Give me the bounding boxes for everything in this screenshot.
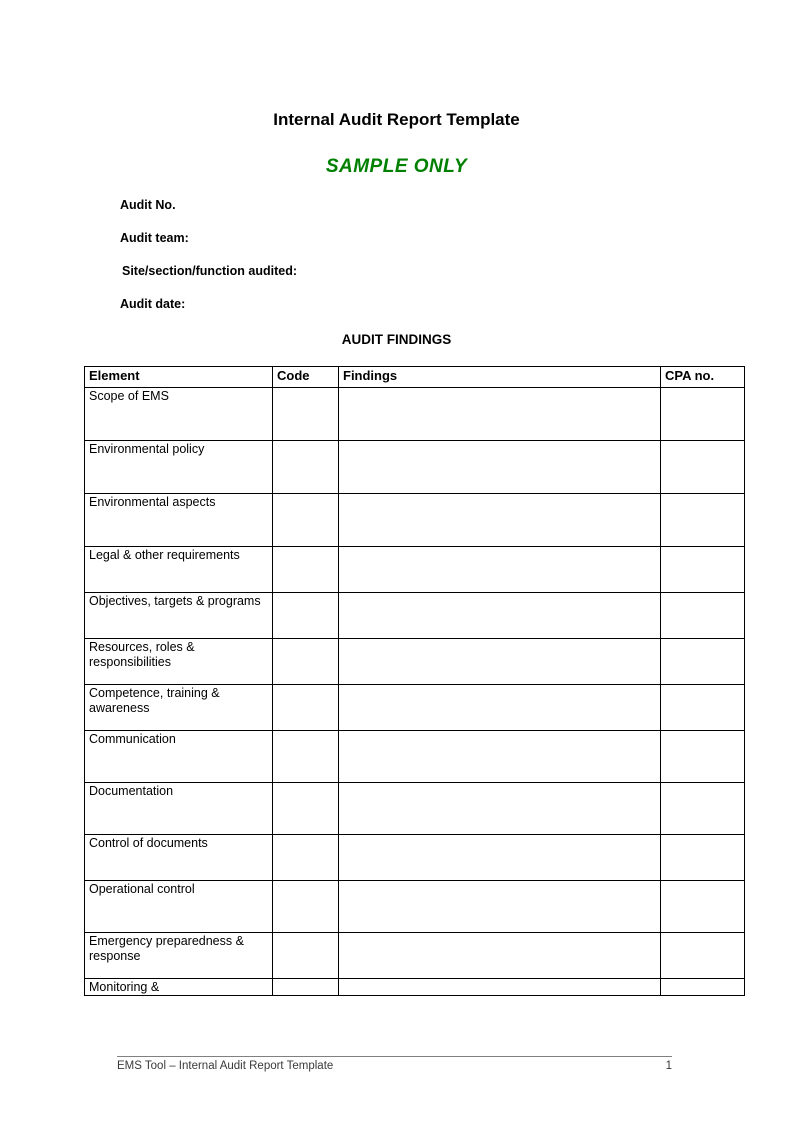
table-cell-findings[interactable] [339,731,661,783]
footer-text: EMS Tool – Internal Audit Report Template [117,1060,334,1072]
column-header-findings: Findings [339,367,661,388]
table-row [85,835,745,881]
page-title: Internal Audit Report Template [273,110,520,129]
table-cell-code[interactable] [273,494,339,547]
table-cell-cpa-no[interactable] [661,979,745,996]
table-cell-code[interactable] [273,593,339,639]
table-row [85,979,745,996]
table-cell-code[interactable] [273,783,339,835]
table-cell-element[interactable]: Competence, training & awareness [85,685,273,731]
column-header-code: Code [273,367,339,388]
table-cell-cpa-no[interactable] [661,933,745,979]
column-header-element: Element [85,367,273,388]
table-cell-element[interactable]: Environmental aspects [85,494,273,547]
table-cell-code[interactable] [273,441,339,494]
field-label-audit-team: Audit team: [120,231,189,245]
table-row [85,547,745,593]
table-cell-findings[interactable] [339,881,661,933]
table-cell-findings[interactable] [339,783,661,835]
field-label-audit-no: Audit No. [120,198,176,212]
table-cell-code[interactable] [273,685,339,731]
table-body [85,388,745,996]
table-cell-code[interactable] [273,979,339,996]
table-cell-findings[interactable] [339,835,661,881]
table-cell-cpa-no[interactable] [661,685,745,731]
table-cell-cpa-no[interactable] [661,835,745,881]
table-cell-cpa-no[interactable] [661,441,745,494]
table-cell-element[interactable]: Control of documents [85,835,273,881]
table-cell-cpa-no[interactable] [661,388,745,441]
table-cell-findings[interactable] [339,547,661,593]
section-heading-audit-findings: AUDIT FINDINGS [341,332,452,347]
table-cell-findings[interactable] [339,593,661,639]
table-cell-element[interactable]: Environmental policy [85,441,273,494]
table-row [85,731,745,783]
footer-page-number: 1 [665,1060,672,1072]
table-cell-cpa-no[interactable] [661,593,745,639]
field-label-audit-date: Audit date: [120,297,186,311]
column-header-cpa-no: CPA no. [661,367,745,388]
table-cell-findings[interactable] [339,933,661,979]
table-cell-cpa-no[interactable] [661,639,745,685]
table-row [85,388,745,441]
table-row [85,441,745,494]
table-row [85,494,745,547]
table-cell-element[interactable]: Scope of EMS [85,388,273,441]
table-cell-code[interactable] [273,881,339,933]
table-cell-element[interactable]: Operational control [85,881,273,933]
table-cell-element[interactable]: Legal & other requirements [85,547,273,593]
sample-only-watermark: SAMPLE ONLY [325,156,468,177]
audit-header-fields [120,197,680,329]
table-cell-code[interactable] [273,547,339,593]
table-row [85,881,745,933]
field-label-site-section-function: Site/section/function audited: [122,264,298,278]
audit-findings-table [84,366,745,996]
table-row [85,593,745,639]
table-row [85,639,745,685]
table-cell-findings[interactable] [339,979,661,996]
table-cell-cpa-no[interactable] [661,494,745,547]
table-cell-findings[interactable] [339,494,661,547]
table-cell-cpa-no[interactable] [661,881,745,933]
table-header-row [85,367,745,388]
table-row [85,933,745,979]
table-cell-element[interactable]: Resources, roles & responsibilities [85,639,273,685]
table-cell-code[interactable] [273,388,339,441]
table-cell-findings[interactable] [339,639,661,685]
table-cell-code[interactable] [273,731,339,783]
table-cell-element[interactable]: Monitoring & [85,979,273,996]
table-cell-code[interactable] [273,933,339,979]
footer-divider [117,1056,672,1057]
table-cell-code[interactable] [273,639,339,685]
table-cell-element[interactable]: Communication [85,731,273,783]
table-cell-findings[interactable] [339,685,661,731]
table-cell-element[interactable]: Documentation [85,783,273,835]
table-cell-element[interactable]: Emergency preparedness & response [85,933,273,979]
page-footer [117,1056,672,1072]
table-row [85,685,745,731]
table-row [85,783,745,835]
table-cell-findings[interactable] [339,388,661,441]
table-cell-findings[interactable] [339,441,661,494]
table-cell-cpa-no[interactable] [661,731,745,783]
table-cell-code[interactable] [273,835,339,881]
table-cell-cpa-no[interactable] [661,547,745,593]
table-cell-cpa-no[interactable] [661,783,745,835]
table-cell-element[interactable]: Objectives, targets & programs [85,593,273,639]
